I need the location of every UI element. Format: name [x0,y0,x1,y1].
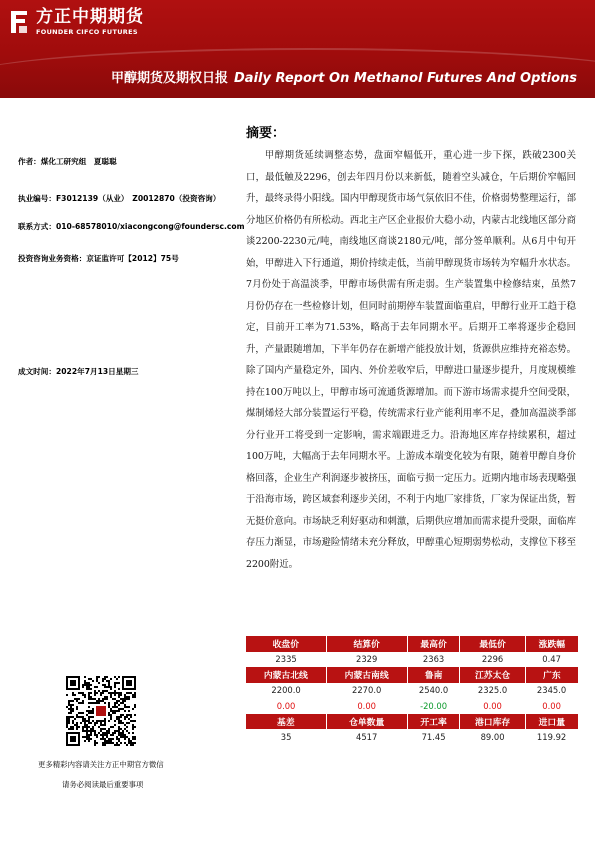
wechat-qr-code[interactable] [66,676,136,746]
table-header-cell: 内蒙古南线 [326,667,407,683]
table-cell: 4517 [356,731,378,742]
report-title [111,70,577,88]
table-header-cell: 广东 [525,667,578,683]
table-cell: 2270.0 [352,685,382,696]
table-change-cell: 0.00 [483,700,502,711]
abstract-title: 摘要： [246,126,286,141]
table-header-cell: 仓单数量 [326,714,407,730]
report-title-en: Daily Report On Methanol Futures And Options [234,71,577,86]
table-header-cell: 结算价 [326,636,407,652]
table-header-cell: 内蒙古北线 [246,667,326,683]
price-data-table [246,636,578,745]
table-change-cell: -20.00 [420,700,448,711]
meta-author: 作者：煤化工研究组 夏聪聪 [18,157,117,166]
table-header-cell: 港口库存 [460,714,525,730]
table-header-cell: 开工率 [407,714,460,730]
qr-caption-notice: 请务必阅读最后重要事项 [62,780,144,789]
table-cell: 2329 [356,654,378,665]
table-header-row [246,714,578,730]
logo-chinese-name: 方正中期期货 [36,7,144,27]
table-cell: 0.47 [542,654,561,665]
table-change-cell: 0.00 [276,700,296,711]
table-row [246,683,578,699]
table-cell: 2325.0 [477,685,508,696]
table-change-cell: 0.00 [357,700,376,711]
table-cell: 2363 [422,654,445,665]
table-header-cell: 基差 [246,714,326,730]
table-cell: 2335 [275,654,297,665]
table-header-cell: 涨跌幅 [525,636,578,652]
table-header-cell: 最低价 [460,636,525,652]
table-cell: 71.45 [421,731,446,742]
table-header-row [246,667,578,683]
table-header-cell: 进口量 [525,714,578,730]
founder-logo-icon [8,9,30,35]
table-row [246,652,578,668]
table-cell: 2200.0 [271,685,301,696]
qr-caption-follow: 更多精彩内容请关注方正中期官方微信 [38,760,164,769]
table-header-cell: 最高价 [407,636,460,652]
meta-qualification: 投资咨询业务资格：京证监许可【2012】75号 [18,254,179,263]
company-logo [8,6,144,46]
table-cell: 2296 [481,654,504,665]
table-cell: 2345.0 [536,685,567,696]
meta-date: 成文时间：2022年7月13日星期三 [18,367,139,376]
table-cell: 35 [280,731,292,742]
abstract-body: 甲醇期货延续调整态势，盘面窄幅低开，重心进一步下探，跌破2300关口，最低触及2296，创去年四月份以来新低，随着空头减仓，午后期价窄幅回升，最终录得小阳线。国内甲醇现货市场气氛依旧不佳，价格弱势整理运行，部分地区价格仍有所松动。西北主产区企业报价大稳小动，内蒙古北线地区部分商谈2200-2230元/吨，南线地区商谈2180元/吨，部分签单顺利。从6月中旬开始，甲醇进入下行通道，期价持续走低，当前甲醇现货市场转为窄幅升水状态。7月份处于高温淡季，甲醇市场供需有所走弱。生产装置集中检修结束，虽然7月份仍存在一些检修计划，但同时前期停车装置面临重启，甲醇行业开工趋于稳定，目前开工率为71.53%，略高于去年同期水平。后期开工率将逐步企稳回升，产量跟随增加，下半年仍存在新增产能投放计划，货源供应维持充裕态势。除了国内产量稳定外，国内、外价差收窄后，甲醇进口量逐步提升，月度规模维持在100万吨以上，甲醇市场可流通货源增加。而下游市场需求提升空间受限，煤制烯烃大部分装置运行平稳，传统需求行业产能利用率不足，叠加高温淡季部分行业开工将受到一定影响，需求端跟进乏力。沿海地区库存持续累积，超过100万吨，大幅高于去年同期水平。上游成本端变化较为有限，随着甲醇自身价格回落，企业生产利润逐步被挤压，面临亏损一定压力。近期内地市场表现略强于沿海市场，跨区域套利逐步关闭，不利于内地厂家排货，厂家为保证出货，暂无挺价意向。市场缺乏利好驱动和刺激，后期供应增加而需求提升受限，面临库存压力渐显，市场避险情绪未充分释放，甲醇重心短期弱势松动，支撑位下移至2200附近。 [246,150,576,570]
table-header-cell: 鲁南 [407,667,460,683]
table-cell: 2540.0 [418,685,449,696]
table-row-changes [246,698,578,714]
meta-license: 执业编号：F3012139（从业） Z0012870（投资咨询） [18,194,221,203]
table-cell: 89.00 [480,731,505,742]
table-header-cell: 江苏太仓 [460,667,525,683]
report-title-cn: 甲醇期货及期权日报 [110,71,228,86]
report-header-banner [0,0,595,98]
table-cell: 119.92 [536,731,567,742]
table-header-row [246,636,578,652]
meta-contact[interactable]: 联系方式：010-68578010/xiacongcong@foundersc.com [18,222,245,231]
table-header-cell: 收盘价 [246,636,326,652]
table-change-cell: 0.00 [542,700,561,711]
table-row [246,729,578,745]
logo-english-name: FOUNDER CIFCO FUTURES [36,28,138,36]
